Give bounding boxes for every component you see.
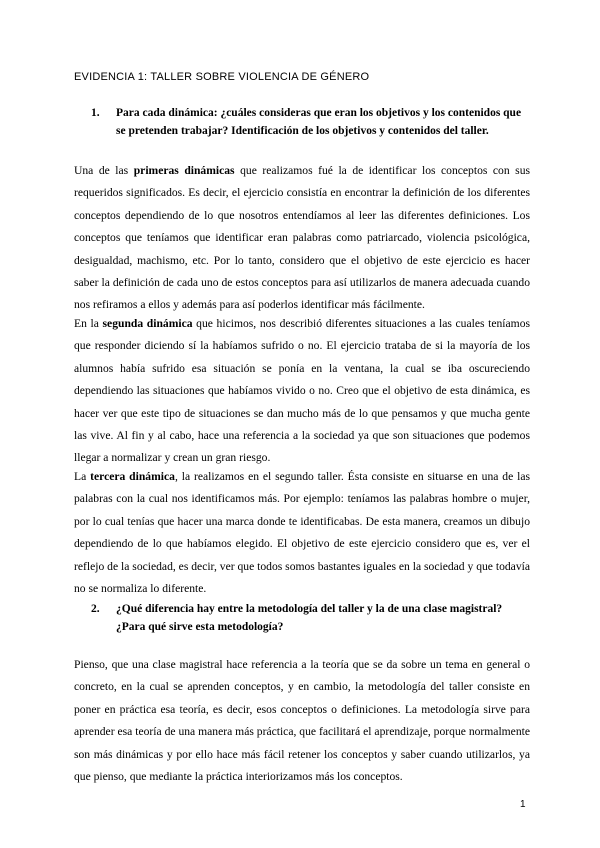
paragraph-body: que realizamos fué la de identificar los conceptos con sus requeridos significados. Es decir, el ejercicio consistía en encontrar la definición de los diferentes conceptos dependiendo de lo que nosotros entendíamos al leer las diferentes definiciones. Los conceptos que teníamos que identificar eran palabras como patriarcado, violencia psicológica, desigualdad, machismo, etc. Por lo tanto, considero que el objetivo de este ejercicio es hacer saber la definición de cada uno de estos conceptos para así utilizarlos de manera adecuada cuando nos refiramos a ellos y además para así poderlos identificar más fácilmente. [74,164,530,312]
paragraph-metodologia [74,654,530,788]
paragraph-lead: La [74,470,91,483]
paragraph-body: Pienso, que una clase magistral hace referencia a la teoría que se da sobre un tema en general o concreto, en la cual se aprenden conceptos, y en cambio, la metodología del taller consiste en poner en práctica esa teoría, es decir, esos conceptos o definiciones. La metodología sirve para aprender esa teoría de una manera más práctica, que facilitará el aprendizaje, porque normalmente son más dinámicas y por ello hace más fácil retener los conceptos y saber cuando utilizarlos, ya que pienso, que mediante la práctica interiorizamos más los conceptos. [74,658,530,784]
question-text: ¿Qué diferencia hay entre la metodología del taller y la de una clase magistral? ¿Para qué sirve esta metodología? [116,603,503,633]
question-text: Para cada dinámica: ¿cuáles consideras que eran los objetivos y los contenidos que se pretenden trabajar? Identificación de los objetivos y contenidos del taller. [116,107,522,137]
paragraph-lead: En la [74,317,103,330]
paragraph-keyword: tercera dinámica [90,470,175,483]
document-title: EVIDENCIA 1: TALLER SOBRE VIOLENCIA DE GÉNERO [74,71,370,83]
question-2 [91,600,531,636]
paragraph-lead: Una de las [74,164,134,177]
question-1 [91,104,531,140]
paragraph-primera-dinamica [74,160,530,317]
paragraph-body: que hicimos, nos describió diferentes situaciones a las cuales teníamos que responder diciendo sí la habíamos sufrido o no. El ejercicio trataba de si la mayoría de los alumnos había sufrido esa situación se ponía en la ventana, la cual se iba oscureciendo dependiendo las situaciones que habíamos vivido o no. Creo que el objetivo de esta dinámica, es hacer ver que este tipo de situaciones se dan mucho más de lo que pensamos y que mucha gente las vive. Al fin y al cabo, hace una referencia a la sociedad ya que son situaciones que podemos llegar a normalizar y crean un gran riesgo. [74,317,531,465]
question-number: 2. [91,603,100,615]
paragraph-tercera-dinamica [74,466,530,600]
paragraph-keyword: primeras dinámicas [133,164,235,177]
page-number: 1 [520,799,526,810]
paragraph-body: , la realizamos en el segundo taller. Ésta consiste en situarse en una de las palabras con la cual nos identificamos más. Por ejemplo: teníamos las palabras hombre o mujer, por lo cual tenías que hacer una marca donde te identificabas. De esta manera, creamos un dibujo dependiendo de lo que habíamos elegido. El objetivo de este ejercicio considero que es, ver el reflejo de la sociedad, es decir, ver que todos somos bastantes iguales en la sociedad y que todavía no se normaliza lo diferente. [74,470,531,596]
paragraph-keyword: segunda dinámica [102,317,193,330]
question-number: 1. [91,107,100,119]
paragraph-segunda-dinamica [74,313,530,470]
